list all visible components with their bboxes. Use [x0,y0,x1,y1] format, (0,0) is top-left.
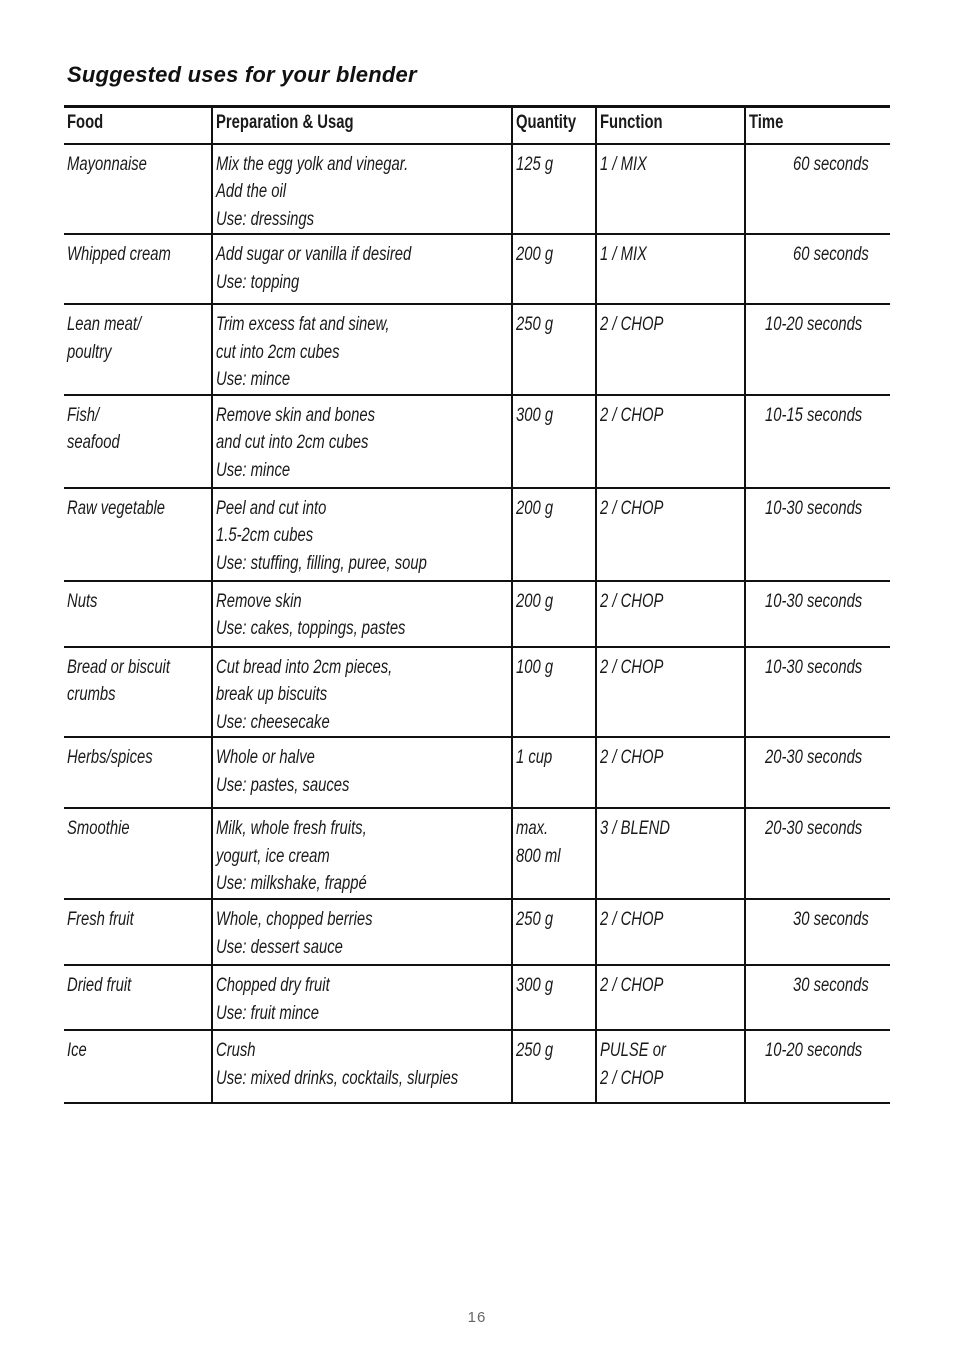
cell-line: max. [516,818,549,839]
cell-line: Raw vegetable [67,497,166,519]
cell-line: Lean meat/ [67,314,142,335]
food-cell [64,488,212,581]
cell-line: Crush [216,1040,256,1061]
cell-line: 10-30 seconds [765,590,863,612]
food-cell [64,304,212,395]
food-cell [64,737,212,808]
cell-line: crumbs [67,684,116,705]
page-number: 16 [467,1309,487,1326]
function-cell [596,395,745,488]
cell-line: Use: topping [216,271,300,293]
time-cell [745,304,890,395]
header-food: Food [64,107,212,144]
cell-line: 2 / CHOP [600,747,664,768]
table-body [64,144,890,1104]
cell-line: 60 seconds [792,244,869,265]
preparation-cell [212,737,512,808]
table-header-row [64,107,890,144]
cell-line: yogurt, ice cream [216,845,330,867]
cell-line: Whipped cream [67,244,171,265]
cell-line: Use: mince [216,369,291,390]
cell-line: Use: dessert sauce [216,936,343,958]
preparation-cell [212,965,512,1030]
cell-line: 10-30 seconds [765,497,863,519]
food-cell [64,808,212,899]
function-cell [596,581,745,647]
preparation-cell [212,1030,512,1103]
quantity-cell [512,304,596,395]
quantity-cell [512,581,596,647]
quantity-cell [512,899,596,965]
quantity-cell [512,808,596,899]
cell-line: Peel and cut into [216,497,327,519]
preparation-cell [212,144,512,235]
cell-line: Whole, chopped berries [216,909,373,930]
cell-line: Nuts [67,590,98,612]
quantity-cell [512,234,596,304]
function-cell [596,647,745,738]
cell-line: Use: mixed drinks, cocktails, slurpies [216,1067,459,1089]
cell-line: Use: pastes, sauces [216,774,350,796]
time-cell [745,965,890,1030]
food-cell [64,647,212,738]
quantity-cell [512,144,596,235]
header-quantity: Quantity [512,107,596,144]
cell-line: 30 seconds [792,975,869,996]
time-cell [745,488,890,581]
cell-line: 200 g [516,590,554,612]
cell-line: Chopped dry fruit [216,975,330,996]
cell-line: 10-15 seconds [765,404,863,426]
cell-line: Add sugar or vanilla if desired [216,244,412,265]
food-cell [64,965,212,1030]
table-row [64,395,890,488]
cell-line: 1.5-2cm cubes [216,525,314,546]
cell-line: 300 g [516,404,554,426]
table-row [64,234,890,304]
quantity-cell [512,647,596,738]
time-cell [745,899,890,965]
table-row [64,144,890,235]
suggested-uses-table [64,105,890,1104]
time-cell [745,581,890,647]
food-cell [64,899,212,965]
cell-line: Dried fruit [67,975,132,996]
cell-line: Use: stuffing, filling, puree, soup [216,552,427,574]
cell-line: 2 / CHOP [600,656,664,678]
time-cell [745,234,890,304]
cell-line: break up biscuits [216,684,328,705]
cell-line: 20-30 seconds [765,818,863,839]
cell-line: 2 / CHOP [600,590,664,612]
table-row [64,808,890,899]
function-cell [596,808,745,899]
preparation-cell [212,395,512,488]
cell-line: 2 / CHOP [600,975,664,996]
header-function: Function [596,107,745,144]
header-time: Time [745,107,890,144]
cell-line: Mix the egg yolk and vinegar. [216,153,409,175]
preparation-cell [212,304,512,395]
cell-line: Use: milkshake, frappé [216,873,367,894]
function-cell [596,1030,745,1103]
time-cell [745,647,890,738]
cell-line: 2 / CHOP [600,909,664,930]
preparation-cell [212,581,512,647]
cell-line: Fresh fruit [67,909,134,930]
cell-line: Mayonnaise [67,153,147,175]
table-row [64,965,890,1030]
food-cell [64,1030,212,1103]
time-cell [745,737,890,808]
cell-line: 2 / CHOP [600,497,664,519]
cell-line: Remove skin and bones [216,404,375,426]
cell-line: Whole or halve [216,747,315,768]
function-cell [596,737,745,808]
cell-line: Use: mince [216,459,291,481]
time-cell [745,808,890,899]
cell-line: Herbs/spices [67,747,153,768]
cell-line: Smoothie [67,818,130,839]
cell-line: 200 g [516,244,554,265]
cell-line: and cut into 2cm cubes [216,432,369,453]
table-row [64,899,890,965]
food-cell [64,144,212,235]
cell-line: 1 / MIX [600,153,647,175]
function-cell [596,899,745,965]
cell-line: Use: dressings [216,208,315,230]
cell-line: 2 / CHOP [600,1067,664,1089]
cell-line: 10-20 seconds [765,1040,863,1061]
preparation-cell [212,488,512,581]
cell-line: Use: cakes, toppings, pastes [216,618,406,639]
header-preparation: Preparation & Usag [212,107,512,144]
cell-line: Use: cheesecake [216,711,330,733]
time-cell [745,1030,890,1103]
cell-line: Bread or biscuit [67,656,170,678]
cell-line: 60 seconds [792,153,869,175]
cell-line: Cut bread into 2cm pieces, [216,656,393,678]
quantity-cell [512,965,596,1030]
cell-line: Add the oil [216,181,287,202]
cell-line: 3 / BLEND [600,818,671,839]
function-cell [596,488,745,581]
table-row [64,304,890,395]
cell-line: 30 seconds [792,909,869,930]
function-cell [596,144,745,235]
preparation-cell [212,647,512,738]
time-cell [745,144,890,235]
food-cell [64,581,212,647]
function-cell [596,234,745,304]
cell-line: 250 g [516,314,554,335]
cell-line: 250 g [516,1040,554,1061]
table-row [64,581,890,647]
cell-line: Milk, whole fresh fruits, [216,818,367,839]
cell-line: 2 / CHOP [600,314,664,335]
cell-line: Ice [67,1040,87,1061]
table-row [64,488,890,581]
time-cell [745,395,890,488]
preparation-cell [212,808,512,899]
cell-line: Fish/ [67,404,100,426]
quantity-cell [512,737,596,808]
cell-line: cut into 2cm cubes [216,341,340,363]
cell-line: Trim excess fat and sinew, [216,314,390,335]
preparation-cell [212,234,512,304]
cell-line: 10-20 seconds [765,314,863,335]
cell-line: 1 cup [516,747,553,768]
cell-line: 200 g [516,497,554,519]
cell-line: Remove skin [216,590,302,612]
food-cell [64,234,212,304]
cell-line: 125 g [516,153,554,175]
food-cell [64,395,212,488]
cell-line: 800 ml [516,845,561,867]
cell-line: 2 / CHOP [600,404,664,426]
cell-line: 250 g [516,909,554,930]
preparation-cell [212,899,512,965]
cell-line: Use: fruit mince [216,1002,319,1024]
function-cell [596,304,745,395]
cell-line: 100 g [516,656,554,678]
quantity-cell [512,395,596,488]
page-title: Suggested uses for your blender [67,62,417,87]
cell-line: 300 g [516,975,554,996]
cell-line: 20-30 seconds [765,747,863,768]
function-cell [596,965,745,1030]
cell-line: 10-30 seconds [765,656,863,678]
table-row [64,737,890,808]
quantity-cell [512,488,596,581]
cell-line: 1 / MIX [600,244,647,265]
cell-line: PULSE or [600,1040,666,1061]
quantity-cell [512,1030,596,1103]
cell-line: poultry [67,341,112,363]
table-row [64,647,890,738]
cell-line: seafood [67,432,120,453]
table-row [64,1030,890,1103]
